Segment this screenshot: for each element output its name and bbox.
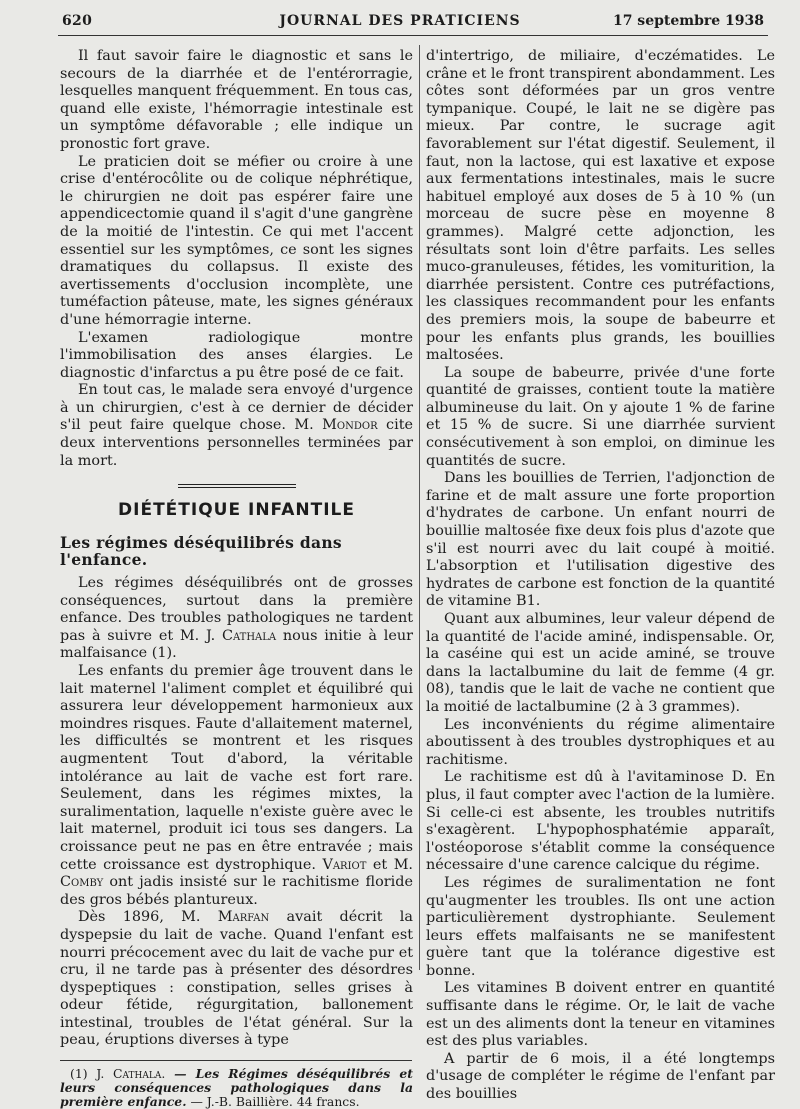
paragraph: d'intertrigo, de miliaire, d'eczématides. Le crâne et le front transpirent abondamment. Les côtes sont déformées par un gros ventre tympanique. Coupé, le lait ne se digère pas mieux. Par contre, le sucrage agit favorablement sur l'état digestif. Seulement, il faut, non la lactose, qui est laxative et expose aux fermentations intestinales, mais le sucre habituel employé aux doses de 5 à 10 % (un morceau de sucre pèse en moyenne 8 grammes). Malgré cette adjonction, les résultats sont loin d'être parfaits. Les selles muco-granuleuses, fétides, les vomiturition, la diarrhée persistent. Contre ces putréfactions, les classiques recommandent pour les enfants des premiers mois, la soupe de babeurre et pour les enfants plus grands, les bouillies maltosées. — [426, 48, 775, 364]
paragraph: A partir de 6 mois, il a été longtemps d'usage de compléter le régime de l'enfant par des bouillies — [426, 1050, 775, 1103]
paragraph: La soupe de babeurre, privée d'une forte quantité de graisses, contient toute la matière albumineuse du lait. On y ajoute 1 % de farine et 15 % de sucre. Si une diarrhée survient consécutivement à son emploi, on diminue les quantités de sucre. — [426, 364, 775, 469]
section-title: DIÉTÉTIQUE INFANTILE — [118, 500, 355, 521]
paragraph: Les régimes de suralimentation ne font qu'augmenter les troubles. Ils ont une action particulièrement dystrophiante. Seulement leurs effets malfaisants ne se manifestent guère tant que la tolérance digestive est bonne. — [426, 874, 775, 979]
article-title: Les régimes déséquilibrés dans l'enfance. — [60, 532, 342, 570]
paragraph: Le praticien doit se méfier ou croire à une crise d'entérocôlite ou de colique néphrétique, le chirurgien ne doit pas espérer faire une appendicectomie quand il s'agit d'une gangrène de la moitié de l'intestin. Ce qui met l'accent essentiel sur les symptômes, ce sont les signes dramatiques du collapsus. Il existe des avertissements d'occlusion incomplète, une tuméfaction pâteuse, mate, les signes généraux d'une hémorragie interne. — [60, 153, 413, 328]
page-number: 620 — [62, 13, 93, 29]
paragraph: Les inconvénients du régime alimentaire aboutissent à des troubles dystrophiques et au rachitisme. — [426, 716, 775, 768]
left-column — [60, 48, 413, 1109]
paragraph: L'examen radiologique montre l'immobilisation des anses élargies. Le diagnostic d'infarctus a pu être posé de ce fait. — [60, 329, 413, 381]
paragraph: Les vitamines B doivent entrer en quantité suffisante dans le régime. Or, le lait de vache est un des aliments dont la teneur en vitamines est des plus variables. — [426, 980, 775, 1050]
paragraph: En tout cas, le malade sera envoyé d'urgence à un chirurgien, c'est à ce dernier de décider s'il peut faire quelque chose. M. Mondor cite deux interventions personnelles terminées par la mort. — [60, 382, 414, 469]
author-name: Marfan — [217, 909, 270, 926]
author-name: Cathala — [221, 627, 277, 644]
page-header — [0, 0, 800, 40]
author-name: Variot — [322, 856, 367, 873]
author-name: Comby — [60, 874, 104, 891]
author-name: Mondor — [322, 417, 378, 434]
paragraph: Quant aux albumines, leur valeur dépend de la quantité de l'acide aminé, indispensable. Or, la caséine qui est un acide aminé, se trouve dans la lactalbumine du lait de femme (4 gr. 08), tandis que le lait de vache ne contient que la moitié de lactalbumine (2 à 3 grammes). — [426, 611, 775, 715]
footnote: (1) J. Cathala. — Les Régimes déséquilibrés et leurs conséquences pathologiques dans la première enfance. — J.-B. Baillière. 44 francs. — [60, 1066, 413, 1109]
paragraph: Le rachitisme est dû à l'avitaminose D. En plus, il faut compter avec l'action de la lumière. Si celle-ci est absente, les troubles nutritifs s'exagèrent. L'hypophosphatémie apparaît, l'ostéoporose s'établit comme la conséquence nécessaire d'une carence calcique du régime. — [426, 769, 775, 874]
paragraph: Dès 1896, M. Marfan avait décrit la dyspepsie du lait de vache. Quand l'enfant est nourri précocement avec du lait de vache pur et cru, il ne tarde pas à présenter des désordres dyspeptiques : constipation, selles grises à odeur fétide, régurgitation, ballonement intestinal, troubles de l'état général. Sur la peau, éruptions diverses à type — [60, 909, 413, 1049]
issue-date: 17 septembre 1938 — [612, 13, 764, 29]
section-separator — [178, 484, 296, 490]
paragraph: Il faut savoir faire le diagnostic et sans le secours de la diarrhée et de l'entérorragie, lesquelles manquent fréquemment. En tous cas, quand elle existe, l'hémorragie intestinale est un symptôme défavorable ; elle indique un pronostic fort grave. — [60, 48, 413, 152]
footnote-rule — [60, 1060, 412, 1061]
header-rule — [58, 35, 768, 36]
journal-title: JOURNAL DES PRATICIENS — [279, 13, 521, 29]
paragraph: Dans les bouillies de Terrien, l'adjonction de farine et de malt assure une forte proportion d'hydrates de carbone. Un enfant nourri de bouillie maltosée fixe deux fois plus d'azote que s'il est nourri avec du lait coupé à moitié. L'absorption et l'utilisation digestive des hydrates de carbone est fonction de la quantité de vitamine B1. — [426, 470, 775, 610]
column-divider — [419, 45, 420, 970]
paragraph: Les enfants du premier âge trouvent dans le lait maternel l'aliment complet et équilibré qui assurera leur développement harmonieux aux moindres risques. Faute d'allaitement maternel, les difficultés se montrent et les risques augmentent Tout d'abord, la véritable intolérance au lait de vache est fort rare. Seulement, dans les régimes mixtes, la suralimentation, laquelle n'existe guère avec le lait maternel, produit ici tous ses dangers. La croissance peut ne pas en être entravée ; mais cette croissance est dystrophique. Variot et M. Comby ont jadis insisté sur le rachitisme floride des gros bébés plantureux. — [60, 663, 414, 908]
paragraph: Les régimes déséquilibrés ont de grosses conséquences, surtout dans la première enfance. Des troubles pathologiques ne tardent pas à suivre et M. J. Cathala nous initie à leur malfaisance (1). — [60, 575, 414, 662]
right-column — [426, 48, 775, 1104]
